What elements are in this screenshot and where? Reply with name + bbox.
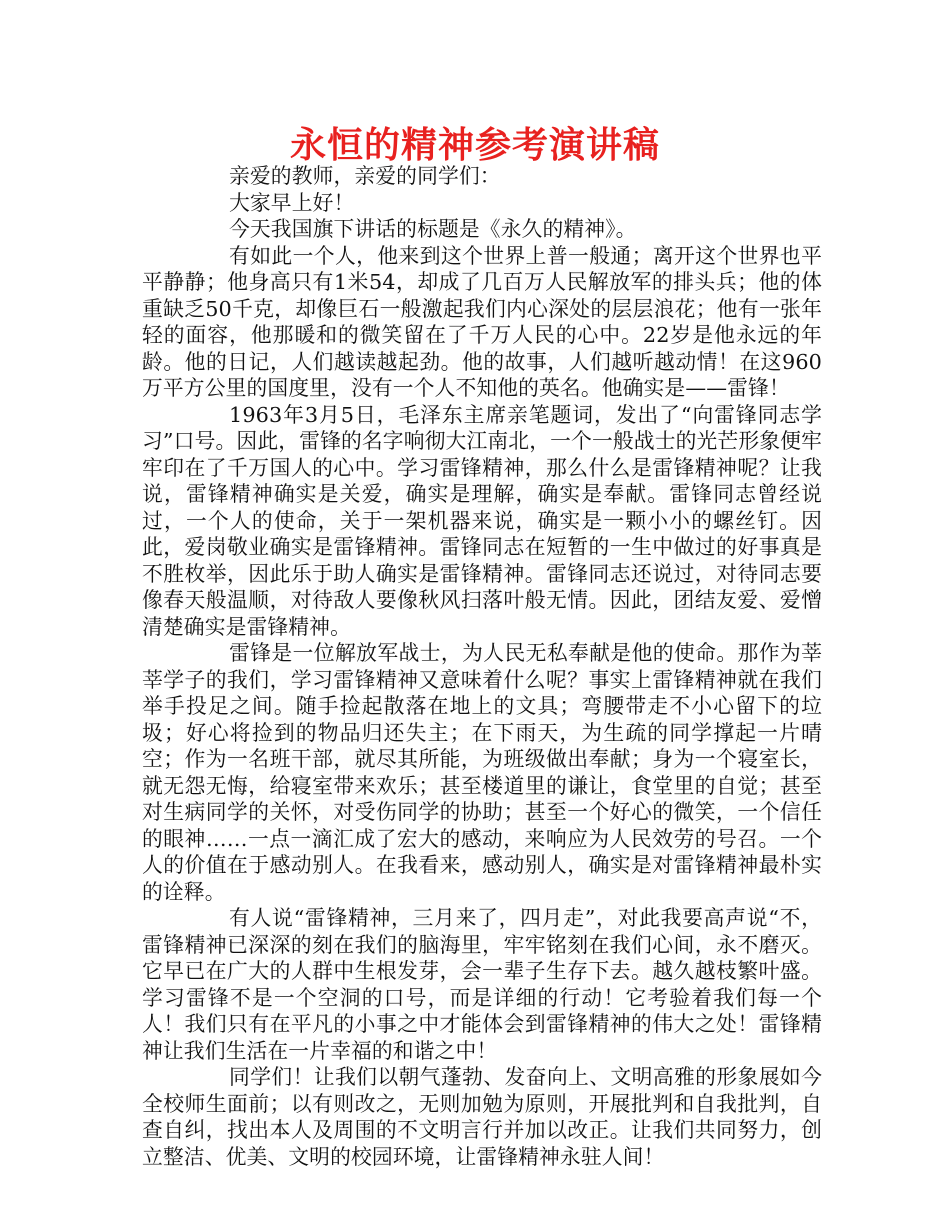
paragraph: 有如此一个人，他来到这个世界上普一般通；离开这个世界也平平静静；他身高只有1米54，却成了几百万人民解放军的排头兵；他的体重缺乏50千克，却像巨石一般激起我们内心深处的层层浪花；他有一张年轻的面容，他那暖和的微笑留在了千万人民的心中。22岁是他永远的年龄。他的日记，人们越读越起劲。他的故事，人们越听越动情！在这960万平方公里的国度里，没有一个人不知他的英名。他确实是——雷锋！ xyxy=(142,243,822,400)
paragraph: 雷锋是一位解放军战士，为人民无私奉献是他的使命。那作为莘莘学子的我们，学习雷锋精神又意味着什么呢？事实上雷锋精神就在我们举手投足之间。随手捡起散落在地上的文具；弯腰带走不小心留下的垃圾；好心将捡到的物品归还失主；在下雨天，为生疏的同学撑起一片晴空；作为一名班干部，就尽其所能，为班级做出奉献；身为一个寝室长，就无怨无悔，给寝室带来欢乐；甚至楼道里的谦让，食堂里的自觉；甚至对生病同学的关怀，对受伤同学的协助；甚至一个好心的微笑，一个信任的眼神……一点一滴汇成了宏大的感动，来响应为人民效劳的号召。一个人的价值在于感动别人。在我看来，感动别人，确实是对雷锋精神最朴实的诠释。 xyxy=(142,641,822,904)
page-title: 永恒的精神参考演讲稿 xyxy=(289,125,660,166)
speech-body xyxy=(142,163,822,1170)
speech-topic: 今天我国旗下讲话的标题是《永久的精神》。 xyxy=(229,217,637,241)
salutation: 亲爱的教师，亲爱的同学们： xyxy=(229,164,501,188)
paragraph: 1963年3月5日，毛泽东主席亲笔题词，发出了“向雷锋同志学习”口号。因此，雷锋的名字响彻大江南北，一个一般战士的光芒形象便牢牢印在了千万国人的心中。学习雷锋精神，那么什么是雷锋精神呢？让我说，雷锋精神确实是关爱，确实是理解，确实是奉献。雷锋同志曾经说过，一个人的使命，关于一架机器来说，确实是一颗小小的螺丝钉。因此，爱岗敬业确实是雷锋精神。雷锋同志在短暂的一生中做过的好事真是不胜枚举，因此乐于助人确实是雷锋精神。雷锋同志还说过，对待同志要像春天般温顺，对待敌人要像秋风扫落叶般无情。因此，团结友爱、爱憎清楚确实是雷锋精神。 xyxy=(142,402,822,639)
paragraph: 有人说“雷锋精神，三月来了，四月走”，对此我要高声说“不，雷锋精神已深深的刻在我们的脑海里，牢牢铭刻在我们心间，永不磨灭。它早已在广大的人群中生根发芽，会一辈子生存下去。越久越枝繁叶盛。学习雷锋不是一个空洞的口号，而是详细的行动！它考验着我们每一个人！我们只有在平凡的小事之中才能体会到雷锋精神的伟大之处！雷锋精神让我们生活在一片幸福的和谐之中！ xyxy=(142,906,822,1063)
greeting: 大家早上好！ xyxy=(229,190,355,215)
closing-paragraph: 同学们！让我们以朝气蓬勃、发奋向上、文明高雅的形象展如今全校师生面前；以有则改之，无则加勉为原则，开展批判和自我批判，自查自纠，找出本人及周围的不文明言行并加以改正。让我们共同努力，创立整洁、优美、文明的校园环境，让雷锋精神永驻人间！ xyxy=(142,1065,822,1169)
